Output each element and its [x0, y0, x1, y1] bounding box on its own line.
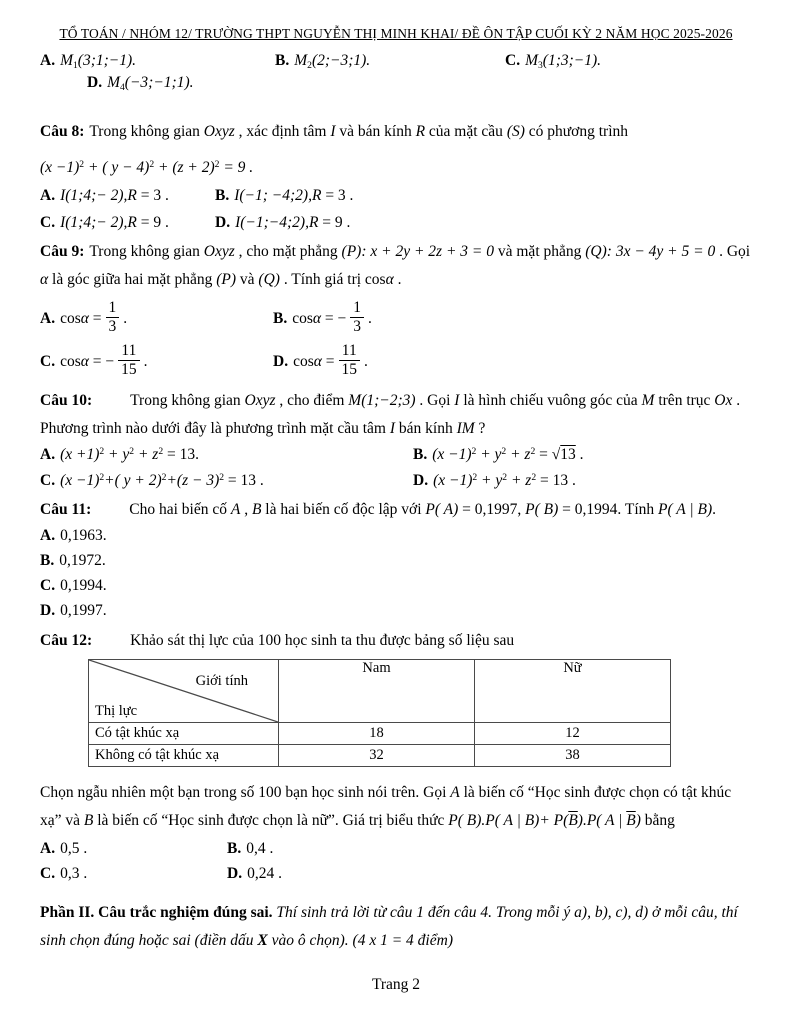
text-segment: = 9 . — [318, 214, 351, 232]
text-segment: . — [123, 310, 128, 328]
text-segment: , cho mặt phẳng — [234, 243, 342, 261]
text-segment: . Gọi — [715, 243, 751, 261]
fraction: $\frac{11}{15}$ — [118, 342, 140, 380]
question-body — [130, 632, 514, 649]
text-segment: 2 — [149, 158, 155, 170]
option-label: B. — [275, 52, 290, 69]
cell-value: 38 — [475, 744, 671, 766]
option-label: C. — [40, 472, 56, 490]
option-label: B. — [227, 840, 242, 858]
text-segment: (1;4;− 2), — [65, 187, 128, 205]
text-segment: 2 — [99, 472, 105, 484]
text-segment: . Gọi — [415, 391, 455, 409]
text-segment: P( A | B) — [658, 501, 713, 519]
text-segment: Ox — [714, 391, 733, 409]
part2-instructions — [40, 899, 752, 954]
option-math — [107, 74, 194, 94]
question-number: Câu 11: — [40, 501, 92, 519]
text-segment: M — [60, 52, 73, 69]
text-segment: là biến cố “Học sinh được chọn là nữ”. Giá trị biểu thức — [93, 812, 449, 829]
q9-options-row-2 — [40, 341, 752, 382]
text-segment: R — [415, 123, 426, 140]
option-label: C. — [40, 865, 56, 883]
text-segment: (1;3;−1). — [542, 52, 602, 69]
text-segment: = 3 . — [321, 187, 354, 205]
text-segment: = 9 . — [136, 214, 169, 232]
text-segment: vào ô chọn). (4 x 1 = 4 điểm) — [267, 931, 453, 949]
option-math — [525, 52, 602, 72]
option-label: C. — [505, 52, 521, 69]
text-segment: và bán kính — [335, 123, 416, 140]
text-segment: . — [364, 353, 368, 371]
q12-options-row-2 — [40, 865, 752, 883]
text-segment: Cho hai biến cố — [129, 501, 231, 519]
question-12-text — [40, 627, 752, 655]
text-segment: R — [308, 214, 319, 232]
text-segment: I — [234, 187, 240, 205]
option-label: D. — [413, 472, 429, 490]
text-segment: , xác định tâm — [234, 123, 331, 140]
option-math — [60, 298, 128, 336]
text-segment: 0,24 . — [247, 865, 282, 883]
text-segment: 0,5 . — [60, 840, 88, 858]
q7-option-b — [275, 52, 505, 70]
text-segment: ) — [635, 812, 641, 829]
text-segment: I — [60, 187, 66, 205]
text-segment: (S) — [506, 123, 525, 140]
text-segment: Oxyz — [203, 243, 235, 261]
text-segment: (−3;−1;1). — [124, 74, 194, 91]
option-math — [60, 472, 264, 489]
text-segment: 2 — [530, 446, 536, 458]
text-segment: = 13 . — [224, 472, 264, 490]
text-segment: (3;1;−1). — [77, 52, 137, 69]
text-segment: Thí sinh trả lời từ câu 1 đến câu 4. Trong mỗi ý a), b), c), d) ở mỗi câu, thí sinh chọn đúng hoặc sai (điền dấu — [40, 904, 738, 949]
text-segment: 2 — [99, 446, 105, 458]
question-number: Câu 9: — [40, 243, 85, 261]
text-segment: 2 — [472, 472, 478, 484]
option-label: B. — [413, 446, 428, 464]
text-segment: (x +1) — [60, 446, 100, 464]
text-segment: M — [525, 52, 538, 69]
question-body — [40, 392, 740, 437]
text-segment: + y — [477, 472, 503, 490]
text-segment: 0,3 . — [60, 865, 88, 883]
text-segment: 2 — [502, 472, 508, 484]
q9-option-b — [273, 298, 372, 339]
row-label: Không có tật khúc xạ — [89, 744, 279, 766]
option-value — [60, 602, 107, 620]
header-title: TỔ TOÁN / NHÓM 12/ TRƯỜNG THPT NGUYỄN THỊ MINH KHAI/ ĐỀ ÔN TẬP CUỐI KỲ 2 NĂM HỌC 2025-2026 — [59, 26, 733, 41]
text-segment: I — [454, 391, 460, 409]
text-segment: . Tính giá trị — [279, 271, 365, 289]
q12-option-d — [227, 865, 282, 883]
option-value — [246, 840, 273, 857]
text-segment: (2;−3;1). — [311, 52, 371, 69]
text-segment: (P) — [216, 271, 237, 289]
q7-options-row-1 — [40, 52, 752, 70]
option-label: A. — [40, 840, 56, 858]
q10-option-a — [40, 446, 413, 464]
text-segment: có phương trình — [524, 123, 629, 140]
table-row — [89, 722, 671, 744]
text-segment: cos — [364, 271, 386, 289]
option-label: C. — [40, 576, 56, 594]
option-label: B. — [215, 187, 230, 205]
text-segment: (Q) — [258, 271, 280, 289]
q10-option-c — [40, 472, 413, 490]
option-value — [59, 552, 106, 570]
text-segment: 2 — [501, 446, 507, 458]
text-segment: + z — [506, 446, 531, 464]
option-math — [433, 472, 576, 489]
option-label: A. — [40, 446, 56, 464]
text-segment: I — [330, 123, 336, 140]
option-label: B. — [40, 551, 55, 569]
text-segment: + ( y − 4) — [84, 159, 150, 177]
text-segment: Trong không gian — [89, 123, 204, 140]
text-segment: 2 — [219, 472, 225, 484]
text-segment: . Phương trình nào dưới đây là phương trình mặt cầu tâm — [40, 391, 741, 438]
q8-option-a — [40, 187, 215, 205]
text-segment: 13 — [560, 446, 576, 464]
text-segment: α — [80, 353, 89, 371]
text-segment: 1 — [73, 60, 78, 72]
q7-option-d — [87, 74, 194, 92]
option-math — [294, 52, 371, 72]
text-segment: 2 — [129, 446, 135, 458]
option-label: C. — [40, 353, 56, 371]
text-segment: cos — [60, 310, 81, 328]
text-segment: α — [313, 353, 322, 371]
text-segment: √ — [551, 446, 561, 464]
option-label: D. — [87, 74, 103, 91]
text-segment: 0,1994. — [60, 576, 107, 594]
q11-option-c — [40, 577, 752, 595]
text-segment: + y — [476, 446, 502, 464]
row-label: Có tật khúc xạ — [89, 722, 279, 744]
table-row — [89, 744, 671, 766]
text-segment: 2 — [531, 472, 537, 484]
option-math — [234, 187, 353, 204]
q11-option-d — [40, 602, 752, 620]
text-segment: (P): x + 2y + 2z + 3 = 0 — [341, 243, 494, 261]
q8-option-c — [40, 214, 215, 232]
text-segment: IM — [456, 420, 475, 438]
question-body — [129, 501, 716, 518]
text-segment: (Q): 3x − 4y + 5 = 0 — [585, 243, 716, 261]
option-label: A. — [40, 526, 56, 544]
option-math — [293, 341, 368, 379]
option-label: D. — [273, 353, 289, 371]
option-math — [292, 298, 372, 336]
text-segment: là hai biến cố độc lập với — [261, 501, 426, 519]
option-math — [60, 52, 137, 72]
text-segment: và mặt phẳng — [494, 243, 586, 261]
option-label: B. — [273, 310, 288, 328]
cell-value: 12 — [475, 722, 671, 744]
text-segment: = − — [88, 353, 115, 371]
table-header-row — [89, 659, 671, 722]
option-label: A. — [40, 187, 56, 205]
cell-value: 18 — [279, 722, 475, 744]
text-segment: I — [389, 420, 396, 438]
text-segment: (x −1) — [433, 472, 473, 490]
text-segment: = — [321, 353, 335, 371]
option-math — [60, 187, 169, 204]
text-segment: trên trục — [654, 391, 715, 409]
text-segment: 0,1997. — [60, 601, 107, 619]
text-segment: Phần II. Câu trắc nghiệm đúng sai. — [40, 904, 277, 922]
text-segment: R — [127, 187, 137, 205]
q8-option-b — [215, 187, 353, 205]
q11-option-b — [40, 552, 752, 570]
diagonal-header-cell — [89, 659, 279, 722]
question-11-text — [40, 496, 752, 524]
question-number: Câu 12: — [40, 631, 93, 649]
text-segment: ).P( A | — [577, 812, 627, 829]
q7-option-c — [505, 52, 601, 70]
text-segment: (x −1) — [60, 472, 100, 490]
diagonal-label-top: Giới tính — [195, 672, 248, 689]
question-body — [89, 123, 628, 140]
text-segment: 2 — [79, 158, 85, 170]
text-segment: ? — [474, 420, 486, 438]
option-label: A. — [40, 310, 56, 328]
option-label: D. — [215, 214, 231, 232]
text-segment: bằng — [640, 812, 675, 829]
q11-option-a — [40, 527, 752, 545]
text-segment: = 3 . — [136, 187, 169, 205]
q10-option-d — [413, 472, 576, 490]
text-segment: P( A) — [425, 501, 459, 519]
text-segment: 0,4 . — [246, 840, 274, 858]
q12-option-c — [40, 865, 227, 883]
text-segment: M — [107, 74, 120, 91]
option-label: C. — [40, 214, 56, 232]
text-segment: $\overline{B}$ — [626, 812, 636, 829]
option-value — [60, 840, 87, 857]
text-segment: +(z − 3) — [166, 472, 220, 490]
text-segment: B — [251, 501, 262, 519]
text-segment: A — [450, 783, 460, 801]
diagonal-label-bottom: Thị lực — [95, 702, 138, 719]
question-8-text — [40, 118, 752, 146]
option-value — [247, 865, 282, 882]
text-segment: P( B) — [525, 501, 559, 519]
text-segment: 2 — [158, 446, 164, 458]
question-9-text — [40, 238, 752, 294]
option-math — [60, 214, 169, 231]
text-segment: và — [236, 271, 259, 289]
text-segment: (−1; −4;2), — [239, 187, 312, 205]
question-10-text — [40, 387, 752, 443]
text-segment: 0,1972. — [59, 551, 106, 569]
q9-option-c — [40, 341, 273, 382]
fraction: $\frac{1}{3}$ — [106, 299, 120, 337]
text-segment: Khảo sát thị lực của 100 học sinh ta thu được bảng số liệu sau — [130, 631, 515, 649]
text-segment: 2 — [161, 472, 167, 484]
question-body — [40, 243, 750, 288]
text-segment: . — [575, 446, 584, 464]
text-segment: +( y + 2) — [104, 472, 162, 490]
q10-options-row-1 — [40, 446, 752, 464]
text-segment: = — [88, 310, 102, 328]
text-segment: α — [40, 271, 49, 289]
option-math — [60, 341, 148, 379]
option-math — [60, 446, 199, 463]
text-segment: 3 — [538, 60, 543, 72]
text-segment: (x −1) — [432, 446, 472, 464]
text-segment: là hình chiếu vuông góc của — [459, 391, 642, 409]
q12-option-a — [40, 840, 227, 858]
text-segment: Oxyz — [203, 123, 235, 140]
text-segment: , — [240, 501, 252, 519]
text-segment: M — [348, 391, 362, 409]
text-segment: = 0,1997, — [458, 501, 526, 519]
text-segment: $\overline{B}$ — [568, 812, 578, 829]
option-math — [432, 446, 583, 463]
text-segment: = 0,1994. Tính — [558, 501, 659, 519]
text-segment: 2 — [214, 158, 220, 170]
text-segment: R — [127, 214, 137, 232]
text-segment: , cho điểm — [275, 391, 349, 409]
cell-value: 32 — [279, 744, 475, 766]
text-segment: cos — [292, 310, 313, 328]
option-label: D. — [227, 865, 243, 883]
text-segment: α — [312, 310, 322, 328]
text-segment: 2 — [471, 446, 477, 458]
text-segment: = — [535, 446, 552, 464]
text-segment: . — [143, 353, 148, 371]
text-segment: Chọn ngẫu nhiên một bạn trong số 100 bạn học sinh nói trên. Gọi — [40, 783, 451, 801]
q9-option-d — [273, 341, 368, 382]
fraction: $\frac{1}{3}$ — [350, 299, 364, 337]
q8-equation — [40, 152, 752, 183]
survey-table — [88, 659, 671, 767]
option-value — [60, 527, 107, 545]
text-segment: 0,1963. — [60, 526, 107, 544]
text-segment: Trong không gian — [130, 391, 245, 409]
q7-options-row-2 — [87, 74, 752, 92]
text-segment: 2 — [307, 60, 312, 72]
page-number: Trang 2 — [371, 976, 421, 994]
text-segment: I — [235, 214, 241, 232]
q7-option-a — [40, 52, 275, 70]
option-label: A. — [40, 52, 56, 69]
option-math — [235, 214, 350, 231]
q9-options-row-1 — [40, 298, 752, 339]
text-segment: + (z + 2) — [154, 159, 215, 177]
text-segment: (1;−2;3) — [361, 391, 416, 409]
q12-option-b — [227, 840, 273, 858]
option-value — [60, 577, 107, 595]
text-segment: B — [83, 812, 94, 829]
column-header-nu: Nữ — [475, 659, 671, 722]
text-segment: α — [385, 271, 394, 289]
text-segment: = 13. — [163, 446, 199, 464]
text-segment: . — [368, 310, 372, 328]
text-segment: (x −1) — [40, 159, 80, 177]
text-segment: M — [294, 52, 308, 69]
text-segment: là biến cố “Học sinh được chọn có tật khúc xạ” và — [40, 783, 732, 829]
text-segment: = − — [321, 310, 347, 328]
text-segment: + z — [507, 472, 532, 490]
text-segment: M — [641, 391, 655, 409]
text-segment: là góc giữa hai mặt phẳng — [48, 271, 217, 289]
text-segment: Oxyz — [244, 391, 276, 409]
text-segment: α — [80, 310, 89, 328]
text-segment: P( B).P( A | B)+ P( — [448, 812, 569, 829]
column-header-nam: Nam — [279, 659, 475, 722]
q9-option-a — [40, 298, 273, 339]
q8-options-row-1 — [40, 187, 752, 205]
text-segment: R — [311, 187, 322, 205]
text-segment: Trong không gian — [89, 243, 204, 261]
text-segment: = 9 . — [219, 159, 254, 177]
text-segment: A — [230, 501, 241, 519]
text-segment: + y — [104, 446, 130, 464]
q8-option-d — [215, 214, 350, 232]
text-segment: bán kính — [395, 420, 457, 438]
q10-options-row-2 — [40, 472, 752, 490]
text-segment: cos — [60, 353, 81, 371]
text-segment: cos — [293, 353, 314, 371]
text-segment: + z — [134, 446, 159, 464]
fraction: $\frac{11}{15}$ — [339, 342, 361, 380]
question-number: Câu 8: — [40, 123, 85, 140]
option-value — [60, 865, 87, 882]
q8-options-row-2 — [40, 214, 752, 232]
text-segment: I — [60, 214, 66, 232]
text-segment: (1;4;− 2), — [65, 214, 128, 232]
text-segment: . — [712, 501, 716, 519]
text-segment: 4 — [120, 82, 125, 94]
text-segment: = 13 . — [536, 472, 576, 490]
question-number: Câu 10: — [40, 391, 93, 409]
text-segment: (−1;−4;2), — [240, 214, 309, 232]
q12-paragraph — [40, 779, 752, 835]
option-label: D. — [40, 601, 56, 619]
text-segment: X — [257, 931, 268, 949]
q12-options-row-1 — [40, 840, 752, 858]
text-segment: của mặt cầu — [425, 123, 507, 140]
q10-option-b — [413, 446, 584, 464]
text-segment: . — [393, 271, 402, 289]
